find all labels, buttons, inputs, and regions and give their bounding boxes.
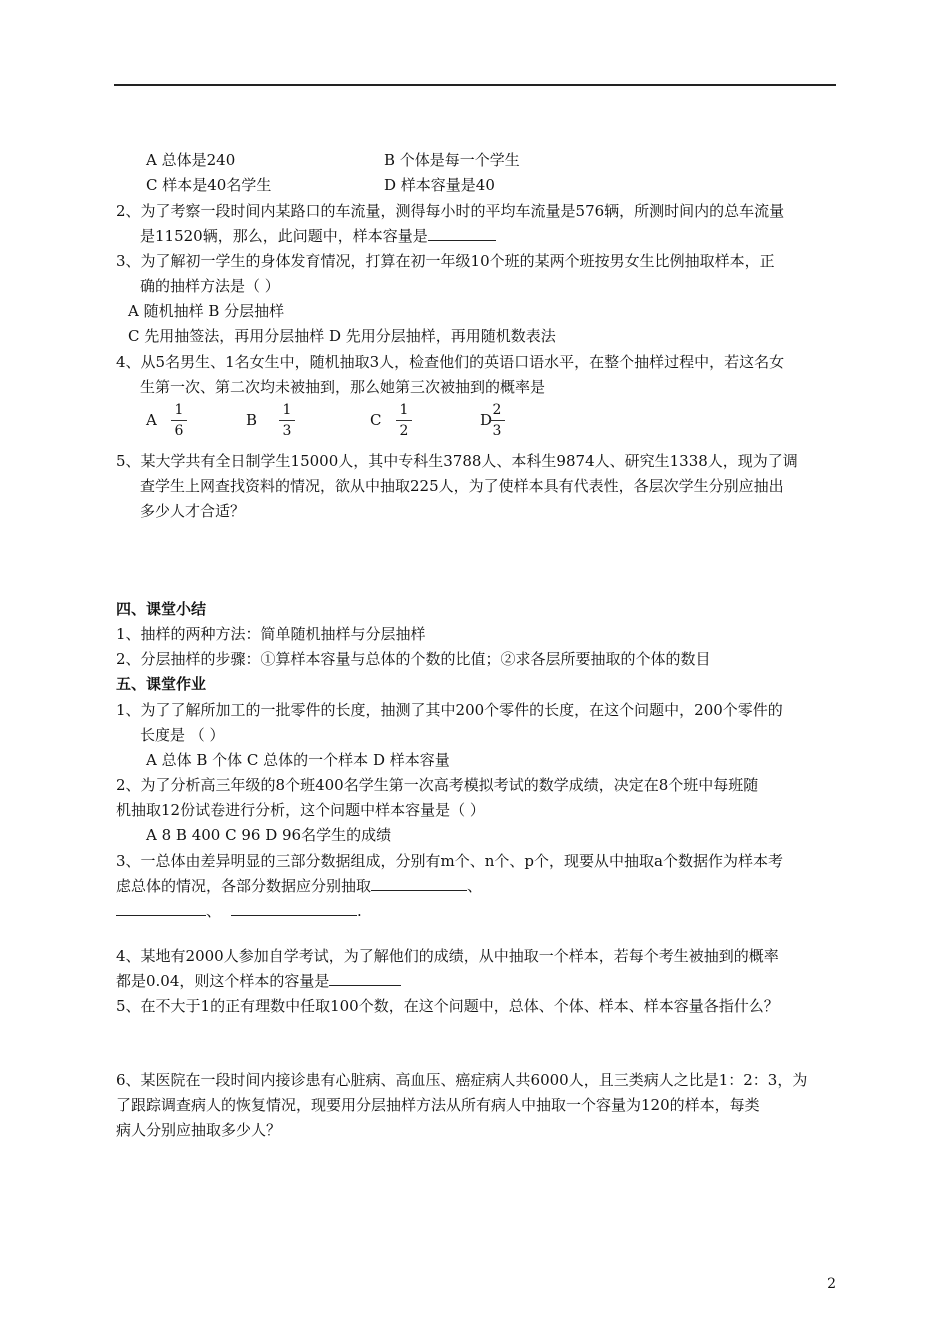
q4-option-b-fraction [279, 402, 295, 439]
q5-line2: 查学生上网查找资料的情况，欲从中抽取225人，为了使样本具有代表性，各层次学生分别应抽出 [140, 477, 784, 495]
q1-option-d: D 样本容量是40 [384, 176, 495, 194]
page-number: 2 [827, 1276, 836, 1292]
fraction-denominator: 3 [492, 423, 502, 439]
hw3-period: . [357, 902, 362, 920]
hw4-line2 [116, 971, 401, 991]
hw3-text: 虑总体的情况，各部分数据应分别抽取 [116, 877, 372, 895]
summary-item-2: 2、分层抽样的步骤：①算样本容量与总体的个数的比值；②求各层所要抽取的个体的数目 [116, 650, 711, 668]
hw6-line3: 病人分别应抽取多少人？ [116, 1121, 282, 1139]
q1-option-a: A 总体是240 [146, 151, 236, 169]
q1-option-c: C 样本是40名学生 [146, 176, 272, 194]
q2-line2 [140, 226, 496, 246]
q5-line3: 多少人才合适？ [140, 502, 246, 520]
hw5-line1: 5、在不大于1的正有理数中任取100个数，在这个问题中，总体、个体、样本、样本容量各指什么？ [116, 997, 779, 1015]
fraction-denominator: 6 [174, 423, 184, 439]
q4-option-d-fraction [489, 402, 505, 439]
hw3-separator: 、 [467, 877, 483, 895]
hw2-line1: 2、为了分析高三年级的8个班400名学生第一次高考模拟考试的数学成绩，决定在8个班中每班随 [116, 776, 759, 794]
q3-options-ab: A 随机抽样 B 分层抽样 [128, 302, 285, 320]
hw1-line2: 长度是 （ ） [140, 726, 225, 744]
summary-heading: 四、课堂小结 [116, 600, 207, 618]
hw2-options: A 8 B 400 C 96 D 96名学生的成绩 [146, 826, 392, 844]
q2-text: 是11520辆，那么，此问题中，样本容量是 [140, 227, 428, 245]
q4-option-c-label: C [370, 411, 382, 429]
q1-option-b: B 个体是每一个学生 [384, 151, 520, 169]
homework-heading: 五、课堂作业 [116, 675, 207, 693]
hw4-line1: 4、某地有2000人参加自学考试，为了解他们的成绩，从中抽取一个样本，若每个考生被抽到的概率 [116, 947, 779, 965]
hw4-answer-blank[interactable] [329, 971, 401, 986]
q3-options-cd: C 先用抽签法，再用分层抽样 D 先用分层抽样，再用随机数表法 [128, 327, 556, 345]
q4-line2: 生第一次、第二次均未被抽到，那么她第三次被抽到的概率是 [140, 378, 546, 396]
hw3-blank-3[interactable] [231, 901, 357, 916]
hw3-line2 [116, 876, 482, 896]
q4-option-d-label: D [480, 411, 493, 429]
hw2-line2: 机抽取12份试卷进行分析，这个问题中样本容量是（ ） [116, 801, 485, 819]
hw1-line1: 1、为了了解所加工的一批零件的长度，抽测了其中200个零件的长度，在这个问题中，200个零件的 [116, 701, 783, 719]
q4-option-a-fraction [171, 402, 187, 439]
hw3-line3 [116, 901, 362, 921]
hw3-separator: 、 [206, 902, 222, 920]
fraction-numerator: 2 [492, 402, 502, 418]
q4-option-a-label: A [146, 411, 157, 429]
summary-item-1: 1、抽样的两种方法：简单随机抽样与分层抽样 [116, 625, 426, 643]
q5-line1: 5、某大学共有全日制学生15000人，其中专科生3788人、本科生9874人、研究生1338人，现为了调 [116, 452, 798, 470]
q2-answer-blank[interactable] [428, 226, 496, 241]
q3-line2: 确的抽样方法是（ ） [140, 277, 280, 295]
hw6-line1: 6、某医院在一段时间内接诊患有心脏病、高血压、癌症病人共6000人，且三类病人之比是1：2：3，为 [116, 1071, 808, 1089]
q2-line1: 2、为了考察一段时间内某路口的车流量，测得每小时的平均车流量是576辆，所测时间内的总车流量 [116, 202, 785, 220]
hw6-line2: 了跟踪调查病人的恢复情况，现要用分层抽样方法从所有病人中抽取一个容量为120的样本，每类 [116, 1096, 760, 1114]
q4-option-c-fraction [396, 402, 412, 439]
fraction-denominator: 3 [282, 423, 292, 439]
hw3-line1: 3、一总体由差异明显的三部分数据组成，分别有m个、n个、p个，现要从中抽取a个数据作为样本考 [116, 852, 783, 870]
fraction-numerator: 1 [282, 402, 292, 418]
hw4-text: 都是0.04，则这个样本的容量是 [116, 972, 330, 990]
q3-line1: 3、为了解初一学生的身体发育情况，打算在初一年级10个班的某两个班按男女生比例抽取样本，正 [116, 252, 775, 270]
hw3-blank-1[interactable] [371, 876, 467, 891]
q4-line1: 4、从5名男生、1名女生中，随机抽取3人，检查他们的英语口语水平，在整个抽样过程中，若这名女 [116, 353, 785, 371]
fraction-numerator: 1 [399, 402, 409, 418]
fraction-denominator: 2 [399, 423, 409, 439]
fraction-numerator: 1 [174, 402, 184, 418]
q4-option-b-label: B [246, 411, 258, 429]
hw3-blank-2[interactable] [116, 901, 206, 916]
header-rule [114, 84, 836, 86]
hw1-options: A 总体 B 个体 C 总体的一个样本 D 样本容量 [146, 751, 450, 769]
